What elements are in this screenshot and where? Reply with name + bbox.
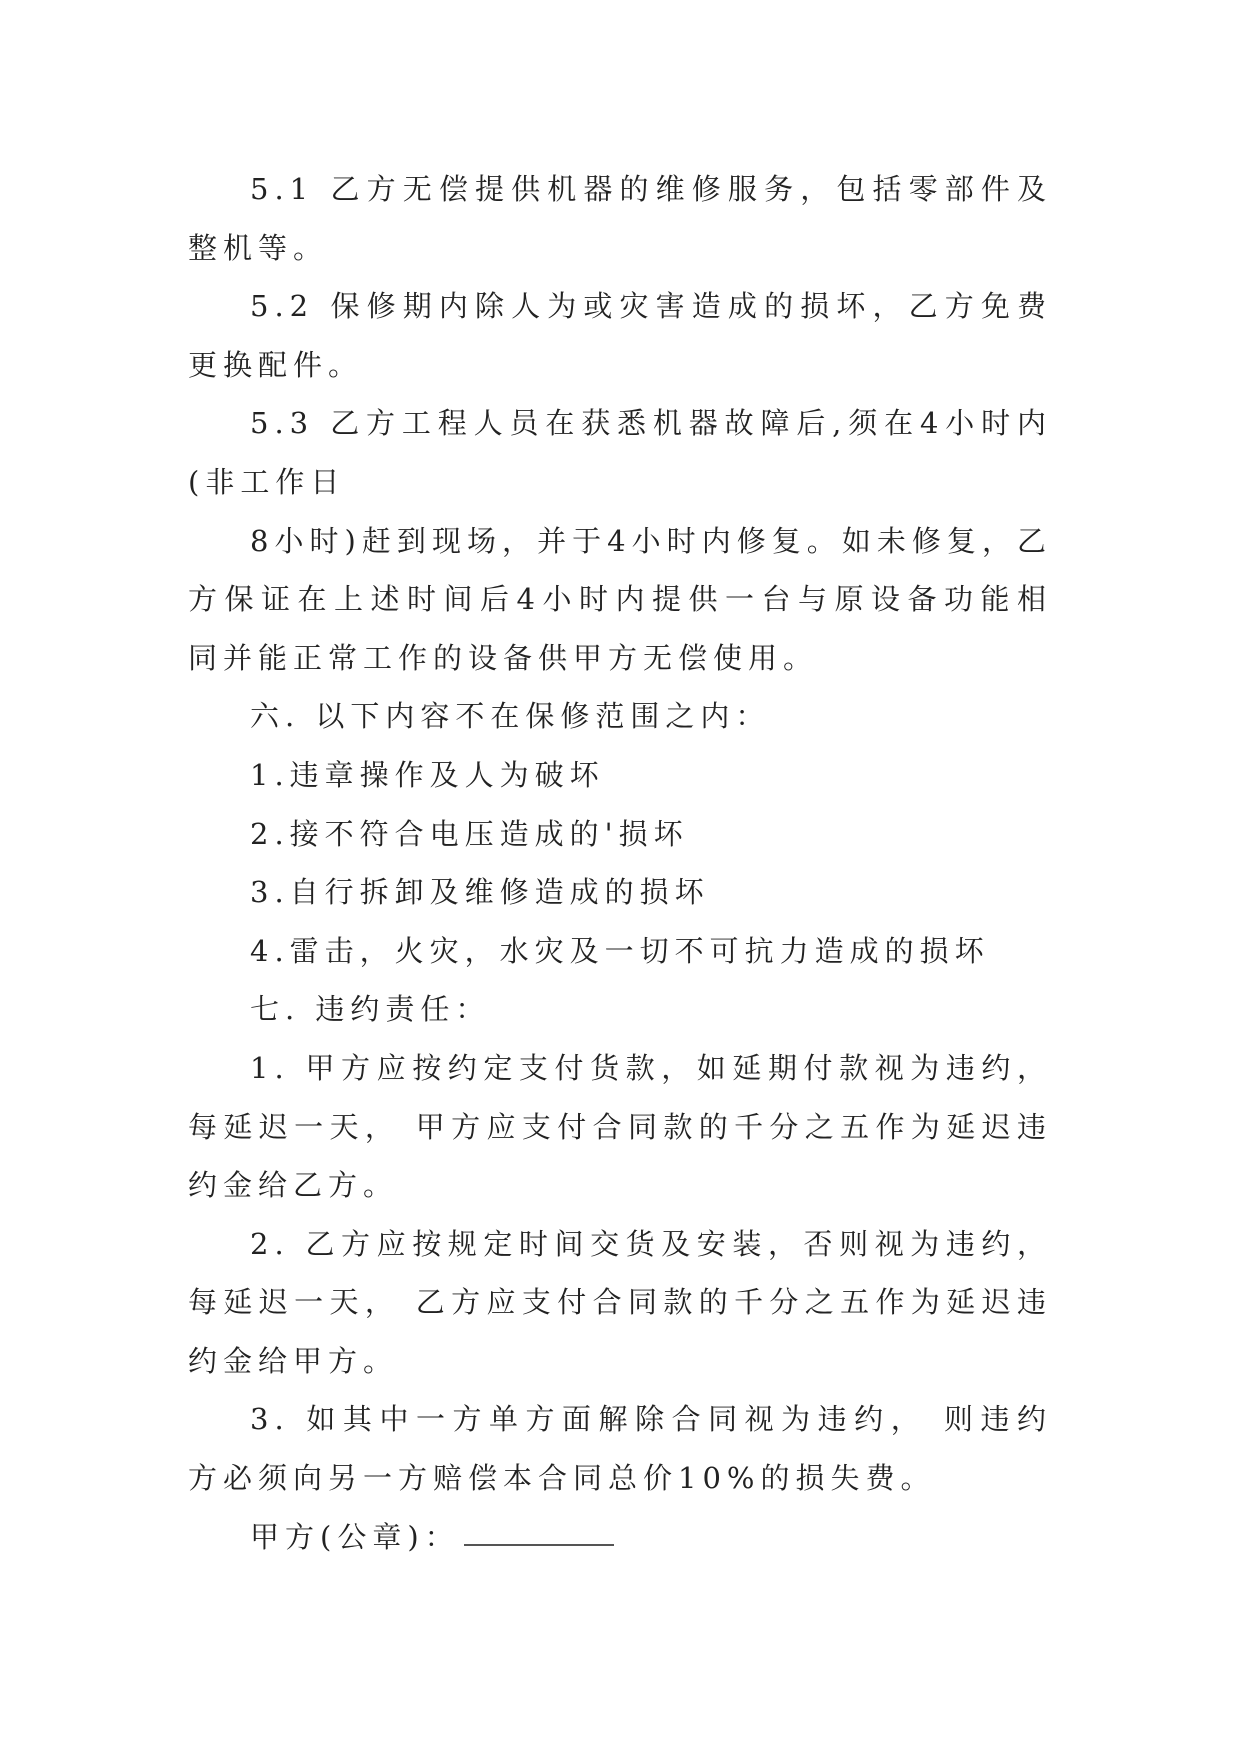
paragraph-5-2: 5.2 保修期内除人为或灾害造成的损坏，乙方免费更换配件。 [188, 289, 1052, 382]
liability-item-1: 1. 甲方应按约定支付货款，如延期付款视为违约，每延迟一天， 甲方应支付合同款的千分之五作为延迟违约金给乙方。 [188, 1050, 1052, 1203]
exclusion-item-2: 2.接不符合电压造成的'损坏 [250, 816, 689, 851]
exclusion-item-1: 1.违章操作及人为破坏 [250, 757, 605, 792]
liability-item-3: 3. 如其中一方单方面解除合同视为违约， 则违约方必须向另一方赔偿本合同总价10%的损失费。 [188, 1402, 1052, 1496]
signature-line [188, 1508, 1052, 1567]
liability-item-2: 2. 乙方应按规定时间交货及安装，否则视为违约，每延迟一天， 乙方应支付合同款的千分之五作为延迟违约金给甲方。 [188, 1226, 1052, 1378]
signature-blank[interactable] [464, 1543, 614, 1546]
section-heading-six: 六. 以下内容不在保修范围之内： [250, 699, 771, 734]
paragraph-5-3: 5.3 乙方工程人员在获悉机器故障后,须在4小时内(非工作日 [188, 406, 1052, 499]
paragraph-5-1: 5.1 乙方无偿提供机器的维修服务，包括零部件及整机等。 [188, 172, 1052, 265]
paragraph-5-3-continued: 8小时)赶到现场，并于4小时内修复。如未修复，乙方保证在上述时间后4小时内提供一台与原设备功能相同并能正常工作的设备供甲方无偿使用。 [188, 523, 1052, 675]
document-body [188, 160, 1052, 1566]
signature-label: 甲方(公章)： [250, 1519, 460, 1554]
exclusion-item-4: 4.雷击，火灾，水灾及一切不可抗力造成的损坏 [250, 933, 990, 968]
section-heading-seven: 七. 违约责任： [250, 992, 491, 1027]
exclusion-item-3: 3.自行拆卸及维修造成的损坏 [250, 875, 710, 910]
